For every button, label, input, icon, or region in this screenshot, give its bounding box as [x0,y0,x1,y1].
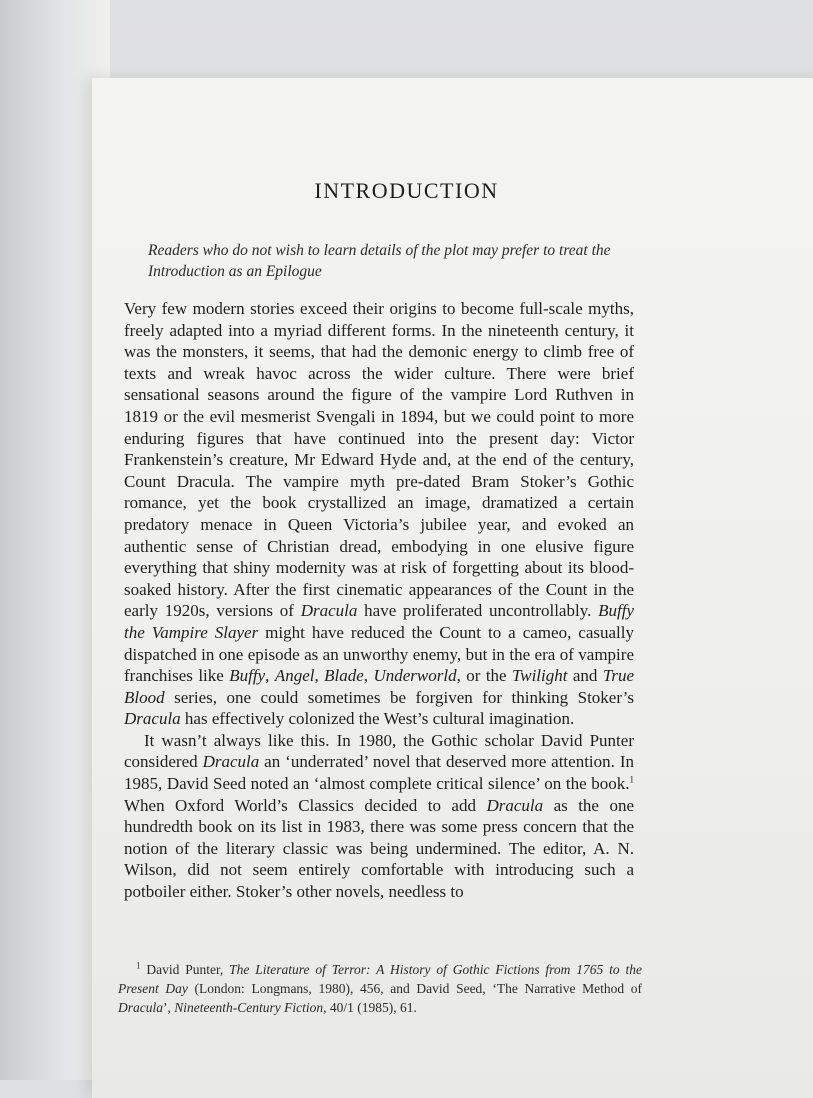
footnote-number: 1 [136,960,141,971]
chapter-heading: INTRODUCTION [314,178,499,203]
italic-title: Angel [274,666,315,686]
italic-title: Twilight [512,666,568,686]
italic-title: Buffy [229,666,266,686]
italic-title: Dracula [486,795,544,815]
footnote-text: David Punter, The Literature of Terror: A History of Gothic Fictions from 1765 to the Present Day (London: Longmans, 1980), 456, and David Seed, ‘The Narrative Method of Dracula’, Nineteenth-Century Fiction, 40/1 (1985), 61. [118,962,643,1015]
italic-title: Underworld [373,666,457,686]
italic-title: Dracula [202,752,260,772]
italic-title: Dracula [124,709,181,729]
epigraph: Readers who do not wish to learn details of the plot may prefer to treat the Introduction as an Epilogue [148,242,611,280]
italic-title: Nineteenth-Century Fiction [174,1000,324,1015]
italic-title: Blade [324,666,364,686]
body-text [124,298,634,903]
paragraph-2: It wasn’t always like this. In 1980, the Gothic scholar David Punter considered Dracula an ‘underrated’ novel that deserved more attention. In 1985, David Seed noted an ‘almost complete critical silence’ on the book.$^1$ When Oxford World’s Classics decided to add Dracula as the one hundredth book on its list in 1983, there was some press concern that the notion of the literary classic was being undermined. The editor, A. N. Wilson, did not seem entirely comfortable with introducing such a potboiler either. Stoker’s other novels, needless to [124,730,634,902]
footnote-ref: 1 [629,774,634,785]
italic-title: Dracula [300,601,358,621]
italic-title: Buffy the Vampire Slayer [124,601,634,642]
italic-title: Dracula [118,1000,163,1015]
italic-title: True Blood [124,666,635,707]
footnote [118,960,642,1017]
paragraph-1: Very few modern stories exceed their origins to become full-scale myths, freely adapted into a myriad different forms. In the nineteenth century, it was the monsters, it seems, that had the demonic energy to climb free of texts and wreak havoc across the wider culture. There were brief sensational seasons around the figure of the vampire Lord Ruthven in 1819 or the evil mesmerist Svengali in 1894, but we could point to more enduring figures that have continued into the present day: Victor Frankenstein’s creature, Mr Edward Hyde and, at the end of the century, Count Dracula. The vampire myth pre-dated Bram Stoker’s Gothic romance, yet the book crystallized an image, dramatized a certain predatory menace in Queen Victoria’s jubilee year, and evoked an authentic sense of Christian dread, embodying in one elusive figure everything that shiny modernity was at risk of forgetting about its blood-soaked history. After the first cinematic appearances of the Count in the early 1920s, versions of Dracula have proliferated uncontrollably. Buffy the Vampire Slayer might have reduced the Count to a cameo, casually dispatched in one episode as an unworthy enemy, but in the era of vampire franchises like Buffy, Angel, Blade, Underworld, or the Twilight and True Blood series, one could sometimes be forgiven for thinking Stoker’s Dracula has effectively colonized the West’s cultural imagination. [124,299,635,729]
italic-title: The Literature of Terror: A History of Gothic Fictions from 1765 to the Present Day [118,962,643,996]
